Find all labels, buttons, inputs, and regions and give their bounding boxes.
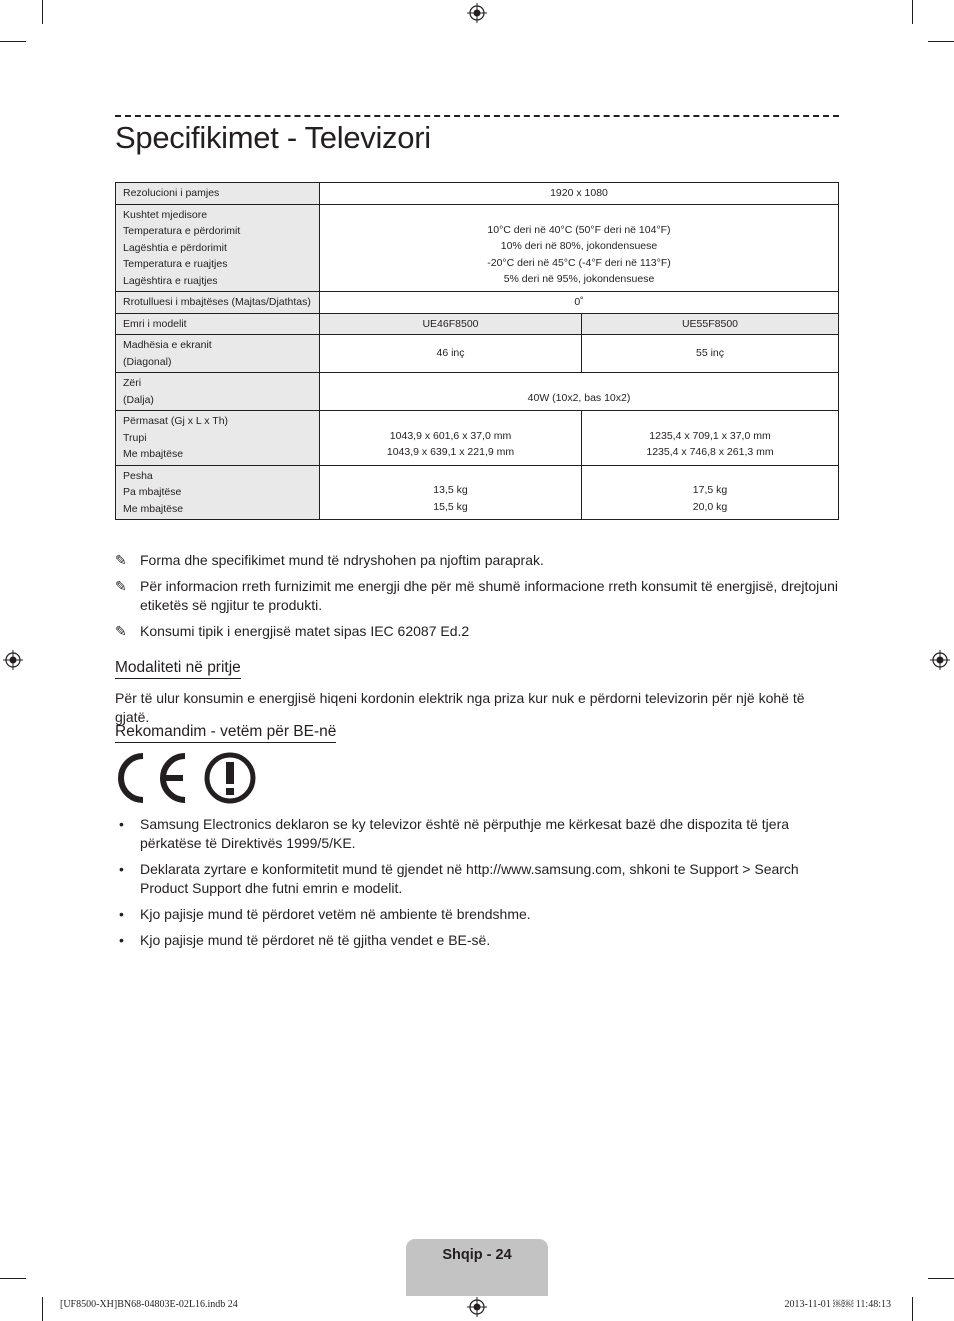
row-value: 0˚: [320, 292, 839, 314]
row-label: [116, 411, 320, 466]
table-row: [116, 411, 839, 466]
table-row: [116, 373, 839, 411]
standby-text: Për të ulur konsumin e energjisë hiqeni kordonin elektrik nga priza kur nuk e përdorni televizorin për një kohë të gjatë.: [115, 690, 805, 725]
footer-file-name: [UF8500-XH]BN68-04803E-02L16.indb 24: [60, 1299, 238, 1310]
table-row: [116, 183, 839, 205]
label-line: Lagështia e përdorimit: [123, 241, 227, 254]
standby-heading: Modaliteti në pritje: [115, 659, 241, 679]
value-line: 1235,4 x 709,1 x 37,0 mm: [649, 429, 771, 442]
value-line: 13,5 kg: [433, 484, 468, 496]
crop-mark: [42, 0, 43, 24]
bullet-icon: •: [119, 816, 124, 832]
row-value: [582, 465, 839, 520]
page-title: Specifikimet - Televizori: [115, 120, 431, 155]
label-line: (Diagonal): [123, 355, 172, 368]
row-value: [320, 204, 839, 292]
row-label: [116, 373, 320, 411]
crop-mark: [912, 0, 913, 24]
list-item-text: Samsung Electronics deklaron se ky televizor është në përputhje me kërkesat bazë dhe dispozita të tjera përkatëse të Direktivës 1999/5/KE.: [140, 816, 790, 851]
label-line: Zëri: [123, 377, 142, 389]
list-item-text: Kjo pajisje mund të përdoret vetëm në ambiente të brendshme.: [140, 906, 531, 922]
note-item: [115, 622, 839, 641]
model-name-2: UE55F8500: [582, 313, 839, 335]
row-label: Rrotulluesi i mbajtëses (Majtas/Djathtas): [116, 292, 320, 314]
value-line: -20°C deri në 45°C (-4°F deri në 113°F): [487, 256, 671, 269]
row-value: [320, 411, 582, 466]
title-divider: [115, 115, 839, 117]
label-line: Pa mbajtëse: [123, 486, 182, 498]
pencil-note-icon: ✎: [115, 623, 127, 639]
crop-mark: [0, 41, 26, 42]
row-label: [116, 465, 320, 520]
label-line: Me mbajtëse: [123, 502, 184, 515]
page-number-label: Shqip - 24: [442, 1247, 512, 1263]
row-value: 1920 x 1080: [320, 183, 839, 205]
label-line: Kushtet mjedisore: [123, 208, 208, 221]
registration-mark-icon: [467, 3, 487, 23]
value-line: 15,5 kg: [433, 500, 468, 513]
value-line: 1043,9 x 601,6 x 37,0 mm: [389, 429, 512, 442]
label-line: Me mbajtëse: [123, 448, 184, 460]
list-item: [115, 905, 839, 924]
table-row: [116, 465, 839, 520]
value-line: 1043,9 x 639,1 x 221,9 mm: [386, 446, 515, 458]
row-value: 46 inç: [320, 335, 582, 373]
table-row: [116, 204, 839, 292]
value-line: 40W (10x2, bas 10x2): [527, 391, 631, 404]
label-line: Lagështira e ruajtjes: [123, 274, 218, 287]
note-text: Konsumi tipik i energjisë matet sipas IEC 62087 Ed.2: [140, 623, 470, 639]
row-label: Emri i modelit: [116, 313, 320, 335]
model-name-1: UE46F8500: [320, 313, 582, 335]
row-label: Rezolucioni i pamjes: [116, 183, 320, 205]
bullet-icon: •: [119, 932, 124, 948]
label-line: Temperatura e ruajtjes: [123, 258, 228, 270]
value-line: 1235,4 x 746,8 x 261,3 mm: [646, 446, 774, 458]
value-line: 10% deri në 80%, jokondensuese: [500, 240, 658, 253]
label-line: Pesha: [123, 469, 153, 482]
value-line: 17,5 kg: [692, 484, 728, 496]
alert-circle-icon: [204, 752, 256, 804]
crop-mark: [928, 41, 954, 42]
bullet-icon: •: [119, 861, 124, 877]
note-text: Për informacion rreth furnizimit me energji dhe për më shumë informacione rreth konsumit të energjisë, drejtojuni etiketës së ngjitur te produkti.: [140, 578, 838, 613]
crop-mark: [912, 1297, 913, 1321]
footer-timestamp: 2013-11-01 ￼￼ 11:48:13: [784, 1299, 891, 1310]
note-item: [115, 577, 839, 615]
row-value: [320, 373, 839, 411]
pencil-note-icon: ✎: [115, 578, 127, 594]
row-value: [582, 411, 839, 466]
label-line: Madhësia e ekranit: [123, 339, 212, 351]
pencil-note-icon: ✎: [115, 552, 127, 568]
label-line: Temperatura e përdorimit: [123, 225, 241, 237]
crop-mark: [0, 1278, 26, 1279]
table-row: [116, 292, 839, 314]
crop-mark: [42, 1297, 43, 1321]
label-line: (Dalja): [123, 393, 154, 406]
list-item-text: Kjo pajisje mund të përdoret në të gjitha vendet e BE-së.: [140, 932, 491, 948]
list-item: [115, 860, 839, 898]
registration-mark-icon: [467, 1297, 487, 1317]
eu-heading: Rekomandim - vetëm për BE-në: [115, 723, 336, 743]
row-value: 55 inç: [582, 335, 839, 373]
row-label: [116, 204, 320, 292]
table-row: [116, 313, 839, 335]
row-label: [116, 335, 320, 373]
label-line: Trupi: [123, 431, 147, 444]
row-value: [320, 465, 582, 520]
table-row: [116, 335, 839, 373]
bullet-icon: •: [119, 906, 124, 922]
crop-mark: [928, 1278, 954, 1279]
spec-table: [115, 182, 839, 520]
value-line: 10°C deri në 40°C (50°F deri në 104°F): [487, 223, 671, 236]
ce-mark-icon: [115, 752, 191, 804]
value-line: 5% deri në 95%, jokondensuese: [503, 273, 655, 286]
registration-mark-icon: [3, 650, 23, 670]
label-line: Përmasat (Gj x L x Th): [123, 415, 229, 427]
note-text: Forma dhe specifikimet mund të ndryshohen pa njoftim paraprak.: [140, 552, 544, 568]
list-item-text: Deklarata zyrtare e konformitetit mund të gjendet në http://www.samsung.com, shkoni te Support > Search Product Support dhe futni emrin e modelit.: [140, 861, 799, 896]
page-number-tab: [406, 1239, 548, 1296]
registration-mark-icon: [930, 650, 950, 670]
value-line: 20,0 kg: [692, 500, 728, 513]
list-item: [115, 815, 839, 853]
note-item: [115, 551, 839, 570]
list-item: [115, 931, 839, 950]
